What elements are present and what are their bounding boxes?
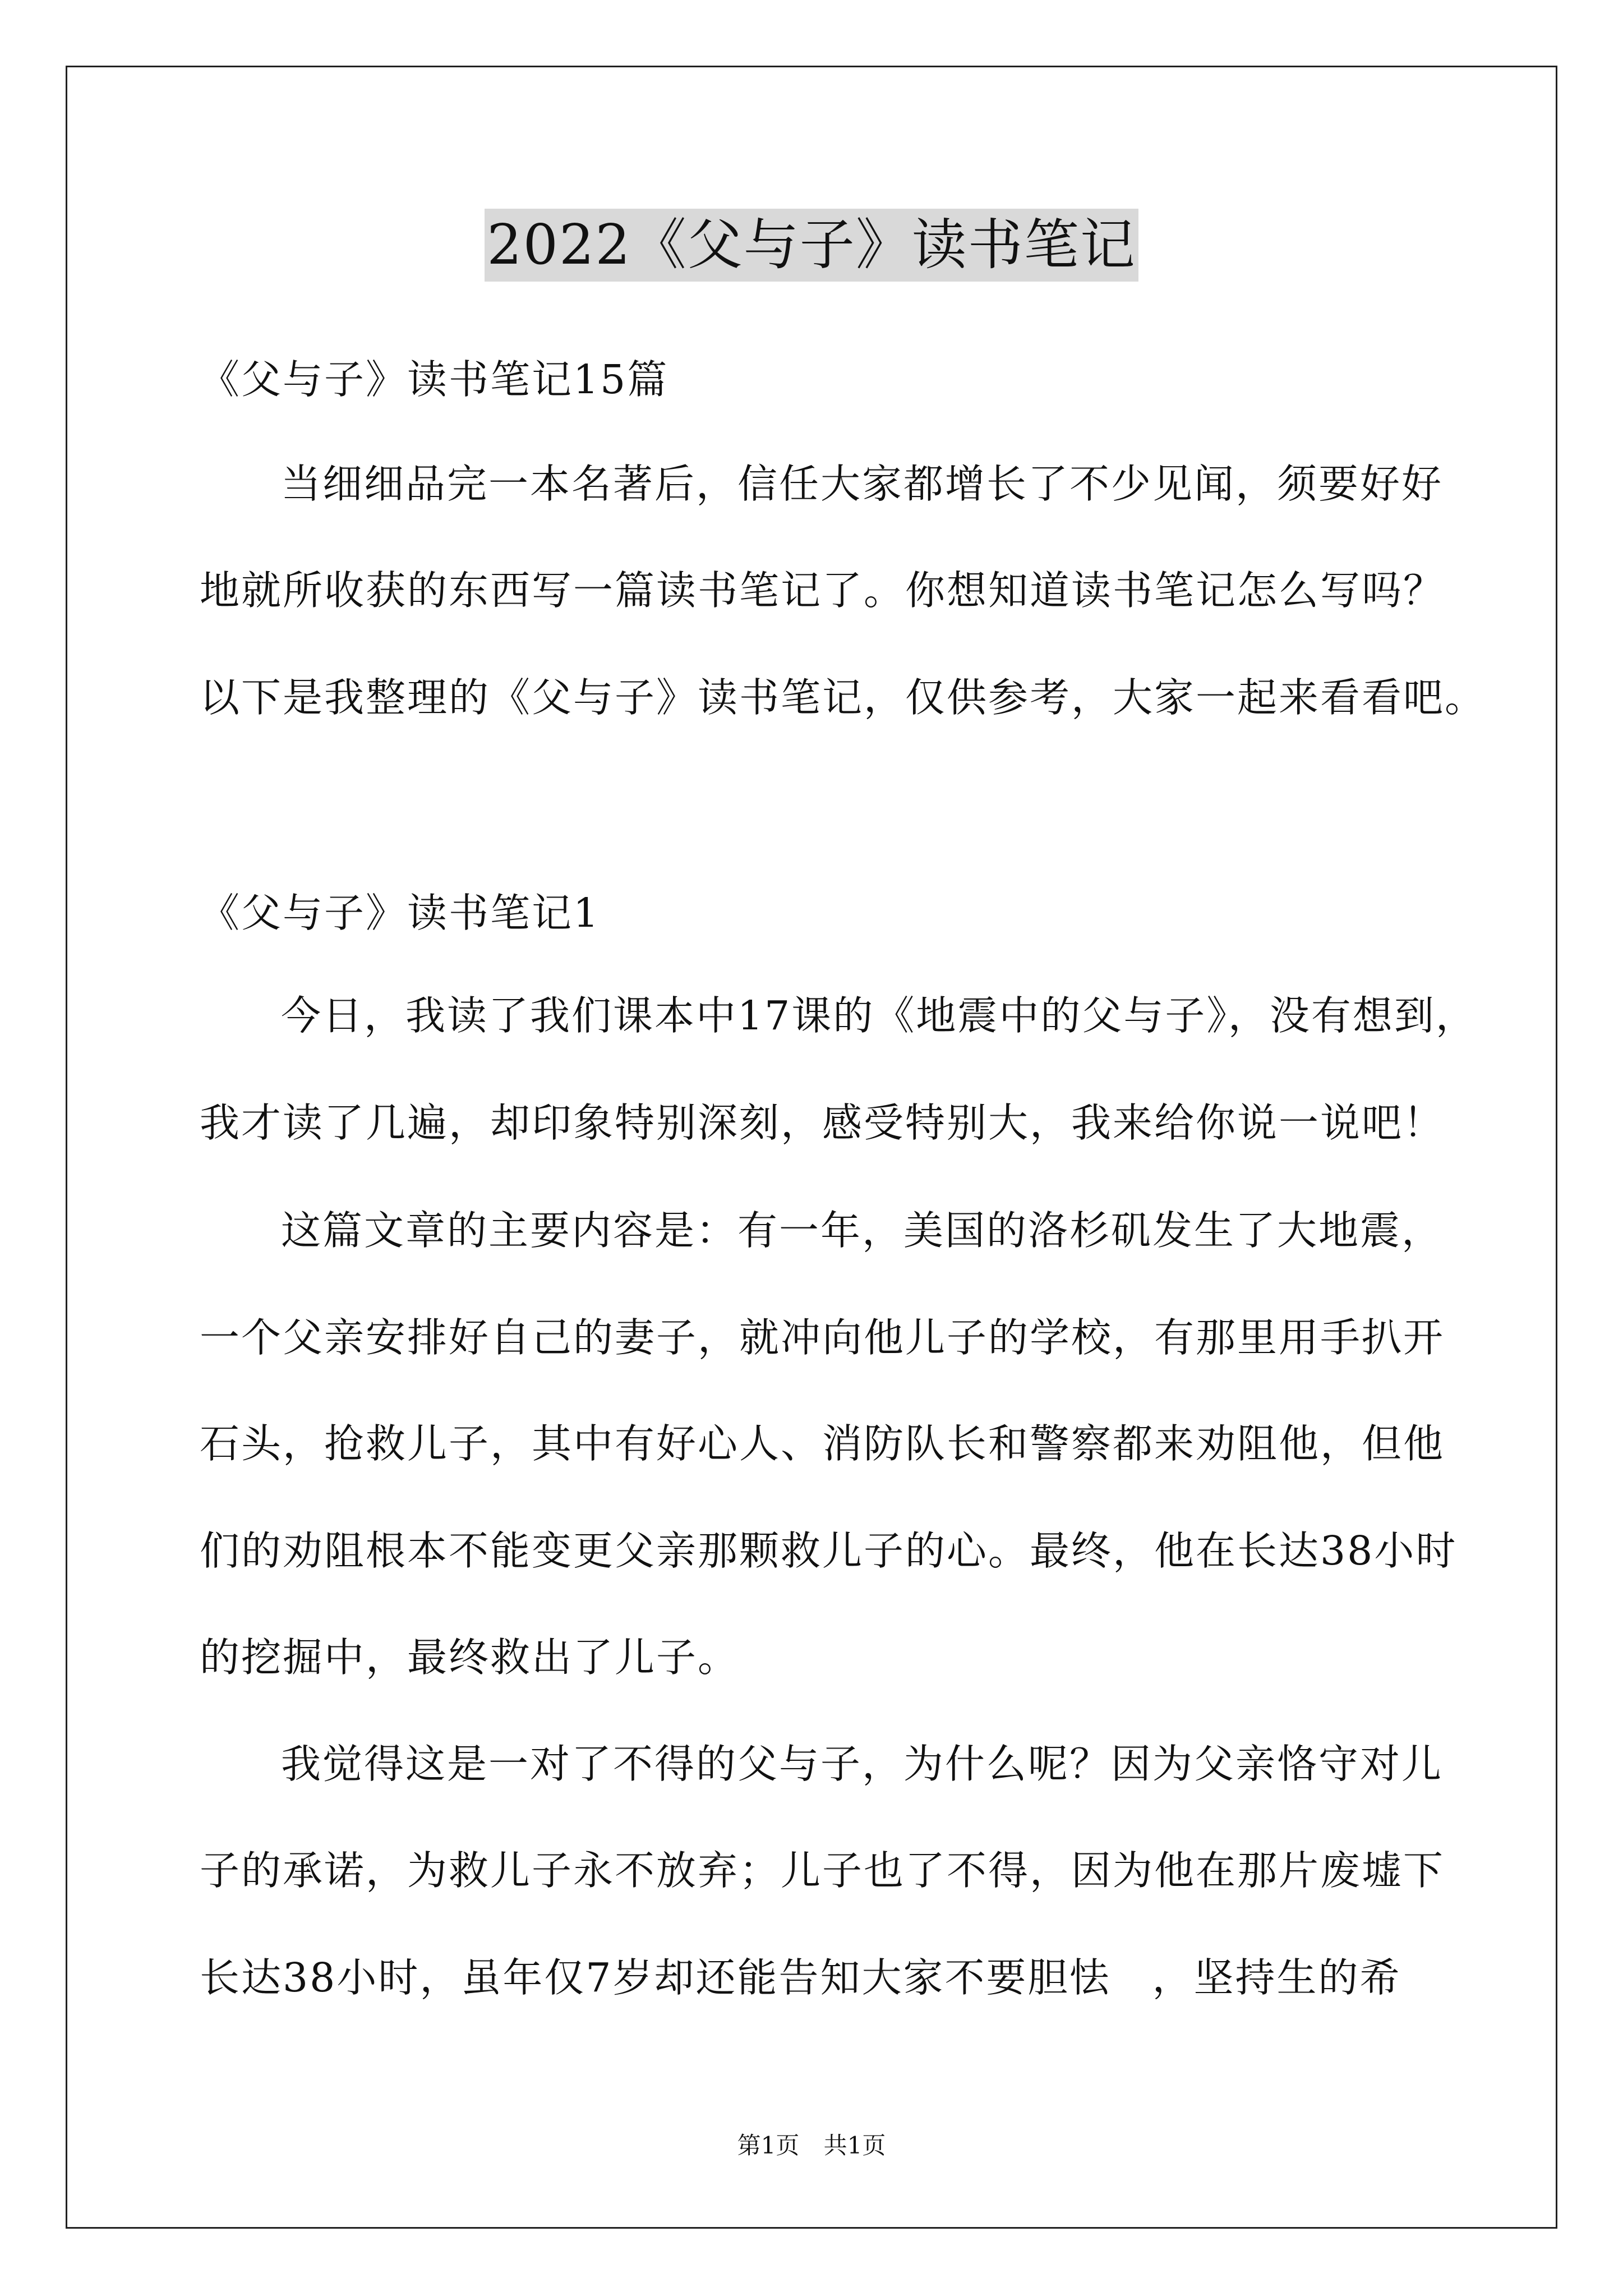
paragraph-line: 子的承诺，为救儿子永不放弃；儿子也了不得，因为他在那片废墟下	[200, 1847, 1445, 1894]
section-heading: 《父与子》读书笔记1	[200, 890, 601, 936]
paragraph-line: 石头，抢救儿子，其中有好心人、消防队长和警察都来劝阻他，但他	[200, 1420, 1445, 1467]
paragraph-line: 我觉得这是一对了不得的父与子，为什么呢？因为父亲恪守对儿	[281, 1741, 1444, 1787]
paragraph-line: 长达38小时，虽年仅7岁却还能告知大家不要胆怯 ，坚持生的希	[200, 1954, 1401, 2001]
title-container	[0, 209, 1623, 282]
subtitle: 《父与子》读书笔记15篇	[200, 356, 669, 403]
intro-line: 当细细品完一本名著后，信任大家都增长了不少见闻，须要好好	[281, 461, 1444, 507]
paragraph-line: 们的劝阻根本不能变更父亲那颗救儿子的心。最终，他在长达38小时	[200, 1527, 1458, 1574]
intro-line: 以下是我整理的《父与子》读书笔记，仅供参考，大家一起来看看吧。	[200, 674, 1487, 721]
paragraph-line: 我才读了几遍，却印象特别深刻，感受特别大，我来给你说一说吧！	[200, 1099, 1445, 1146]
document-title: 2022《父与子》读书笔记	[485, 209, 1138, 282]
page-footer: 第1页 共1页	[737, 2132, 886, 2159]
intro-line: 地就所收获的东西写一篇读书笔记了。你想知道读书笔记怎么写吗？	[200, 567, 1445, 614]
paragraph-line: 一个父亲安排好自己的妻子，就冲向他儿子的学校，有那里用手扒开	[200, 1314, 1445, 1361]
paragraph-line: 今日，我读了我们课本中17课的《地震中的父与子》，没有想到，	[281, 992, 1477, 1039]
paragraph-line: 的挖掘中，最终救出了儿子。	[200, 1634, 740, 1681]
paragraph-line: 这篇文章的主要内容是：有一年，美国的洛杉矶发生了大地震，	[281, 1207, 1444, 1254]
